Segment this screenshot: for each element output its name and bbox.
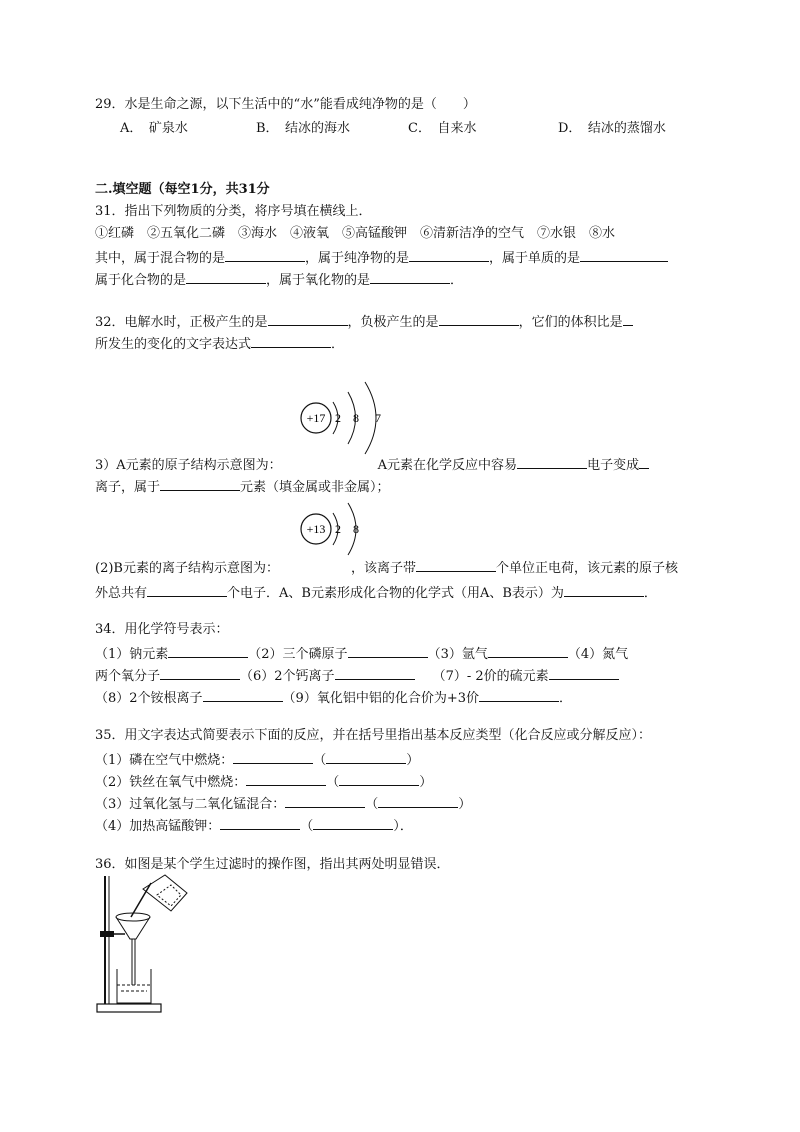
q35-stem: 35．用文字表达式简要表示下面的反应，并在括号里指出基本反应类型（化合反应或分解反应）： (95, 728, 652, 743)
q29-stem: 29．水是生命之源，以下生活中的“水”能看成纯净物的是（ ） (95, 97, 476, 112)
answer-blank[interactable] (348, 643, 428, 658)
q34-row1 (95, 643, 628, 664)
q35-text: ． (399, 819, 413, 834)
q32-text: 所发生的变化的文字表达式 (95, 337, 252, 352)
q33-text: ． (643, 586, 657, 601)
q29-option-d[interactable]: D． 结冰的蒸馏水 (558, 121, 666, 136)
filtration-apparatus-illustration (95, 873, 205, 1018)
answer-blank[interactable] (160, 476, 240, 491)
q33-text: 个电子．A、B元素形成化合物的化学式（用A、B表示）为 (227, 586, 564, 601)
answer-blank[interactable] (517, 454, 587, 469)
q32-line1 (95, 311, 633, 332)
q34-stem: 34．用化学符号表示： (95, 622, 229, 637)
q34-text: 两个氧分子 (95, 669, 161, 684)
shell-electrons: 7 (375, 411, 381, 425)
q35-text: ） (458, 797, 472, 812)
q33-text: 离子，属于 (95, 480, 161, 495)
answer-blank[interactable] (549, 665, 619, 680)
q29-option-b[interactable]: B． 结冰的海水 (256, 121, 351, 136)
q33-text: 外总共有 (95, 586, 148, 601)
q34-text: （4）氮气 (567, 647, 629, 662)
answer-blank[interactable] (186, 269, 266, 284)
section-title: 二.填空题（每空1分，共31分 (95, 182, 270, 197)
q35-text: （4）加热高锰酸钾： (95, 819, 221, 834)
q32-text: ，负极产生的是 (347, 315, 439, 330)
q29-option-c[interactable]: C． 自来水 (408, 121, 477, 136)
q34-text: （3）氩气 (427, 647, 488, 662)
q31-line4 (95, 269, 463, 290)
q31-text: ． (450, 273, 464, 288)
q32-line2 (95, 333, 344, 354)
q32-text: ． (331, 337, 345, 352)
shell-electrons: 8 (353, 411, 359, 425)
q33-text: 3）A元素的原子结构示意图为： (95, 458, 282, 473)
q31-text: 其中，属于混合物的是 (95, 251, 226, 266)
answer-blank[interactable] (416, 557, 496, 572)
nucleus-charge: +13 (306, 522, 326, 536)
answer-blank[interactable] (326, 749, 406, 764)
receiving-beaker (117, 969, 151, 1003)
q31-stem: 31．指出下列物质的分类，将序号填在横线上． (95, 204, 372, 219)
q33-text: 个单位正电荷，该元素的原子核 (495, 561, 678, 576)
q33-line3 (95, 557, 678, 578)
q34-text: （2）三个磷原子 (248, 647, 348, 662)
q33-line2 (95, 476, 390, 497)
answer-blank[interactable] (335, 665, 415, 680)
q35-text: ） (419, 775, 433, 790)
q34-text: ． (558, 691, 572, 706)
q31-text: 属于化合物的是 (95, 273, 187, 288)
q34-text: （8）2个铵根离子 (95, 691, 203, 706)
q34-text: （1）钠元素 (95, 647, 169, 662)
q35-item1 (95, 749, 419, 770)
q35-text: （ (326, 775, 340, 790)
answer-blank[interactable] (225, 247, 305, 262)
q32-text: ，它们的体积比是 (518, 315, 623, 330)
answer-blank[interactable] (160, 665, 240, 680)
answer-blank[interactable] (378, 793, 458, 808)
q35-text: （ (365, 797, 379, 812)
q35-text: ） (406, 753, 420, 768)
answer-blank[interactable] (409, 247, 489, 262)
q33-text: 电子变成 (587, 458, 640, 473)
answer-blank[interactable] (639, 454, 649, 469)
answer-blank[interactable] (268, 311, 348, 326)
q35-text: （2）铁丝在氧气中燃烧： (95, 775, 247, 790)
q35-text: （1）磷在空气中燃烧： (95, 753, 234, 768)
shell-electrons: 2 (335, 522, 341, 536)
q35-text: （ (300, 819, 314, 834)
q33-text: A元素在化学反应中容易 (377, 458, 518, 473)
nucleus-charge: +17 (306, 411, 326, 425)
q29-option-a[interactable]: A． 矿泉水 (120, 121, 188, 136)
answer-blank[interactable] (251, 333, 331, 348)
q29-options (120, 120, 666, 138)
answer-blank[interactable] (370, 269, 450, 284)
q31-text: ，属于纯净物的是 (305, 251, 410, 266)
answer-blank[interactable] (439, 311, 519, 326)
q34-row3 (95, 687, 572, 708)
pouring-beaker (143, 875, 187, 911)
q34-row2 (95, 665, 619, 686)
q33-text: 元素（填金属或非金属）； (240, 480, 390, 495)
answer-blank[interactable] (479, 687, 559, 702)
answer-blank[interactable] (233, 749, 313, 764)
q33-line1 (95, 454, 649, 475)
q35-item3 (95, 793, 471, 814)
q33-text: ，该离子带 (350, 561, 416, 576)
answer-blank[interactable] (313, 815, 393, 830)
answer-blank[interactable] (580, 247, 668, 262)
answer-blank[interactable] (623, 311, 633, 326)
q34-text: （9）氧化铝中铝的化合价为+3价 (282, 691, 479, 706)
q31-line3 (95, 247, 668, 268)
shell-electrons: 8 (353, 522, 359, 536)
answer-blank[interactable] (168, 643, 248, 658)
q35-text: （ (313, 753, 327, 768)
q31-items: ①红磷 ②五氧化二磷 ③海水 ④液氧 ⑤高锰酸钾 ⑥清新洁净的空气 ⑦水银 ⑧水 (95, 226, 616, 241)
answer-blank[interactable] (246, 771, 326, 786)
q35-item4 (95, 815, 413, 836)
q35-text: ） (393, 819, 400, 834)
atom-a-diagram (295, 370, 405, 460)
answer-blank[interactable] (147, 582, 227, 597)
q36-stem: 36．如图是某个学生过滤时的操作图，指出其两处明显错误． (95, 857, 450, 872)
answer-blank[interactable] (285, 793, 365, 808)
stand-base (97, 1004, 161, 1012)
answer-blank[interactable] (220, 815, 300, 830)
q35-item2 (95, 771, 432, 792)
answer-blank[interactable] (488, 643, 568, 658)
q34-text: （7）- 2价的硫元素 (432, 669, 549, 684)
q31-text: ，属于单质的是 (489, 251, 581, 266)
answer-blank[interactable] (339, 771, 419, 786)
glass-rod (131, 883, 151, 917)
answer-blank[interactable] (203, 687, 283, 702)
q35-text: （3）过氧化氢与二氧化锰混合： (95, 797, 286, 812)
answer-blank[interactable] (564, 582, 644, 597)
q32-text: 32．电解水时，正极产生的是 (95, 315, 268, 330)
q33-text: (2)B元素的离子结构示意图为： (95, 561, 279, 576)
q33-line4 (95, 582, 657, 603)
shell-electrons: 2 (335, 411, 341, 425)
q34-text: （6）2个钙离子 (240, 669, 335, 684)
q31-text: ，属于氧化物的是 (266, 273, 371, 288)
